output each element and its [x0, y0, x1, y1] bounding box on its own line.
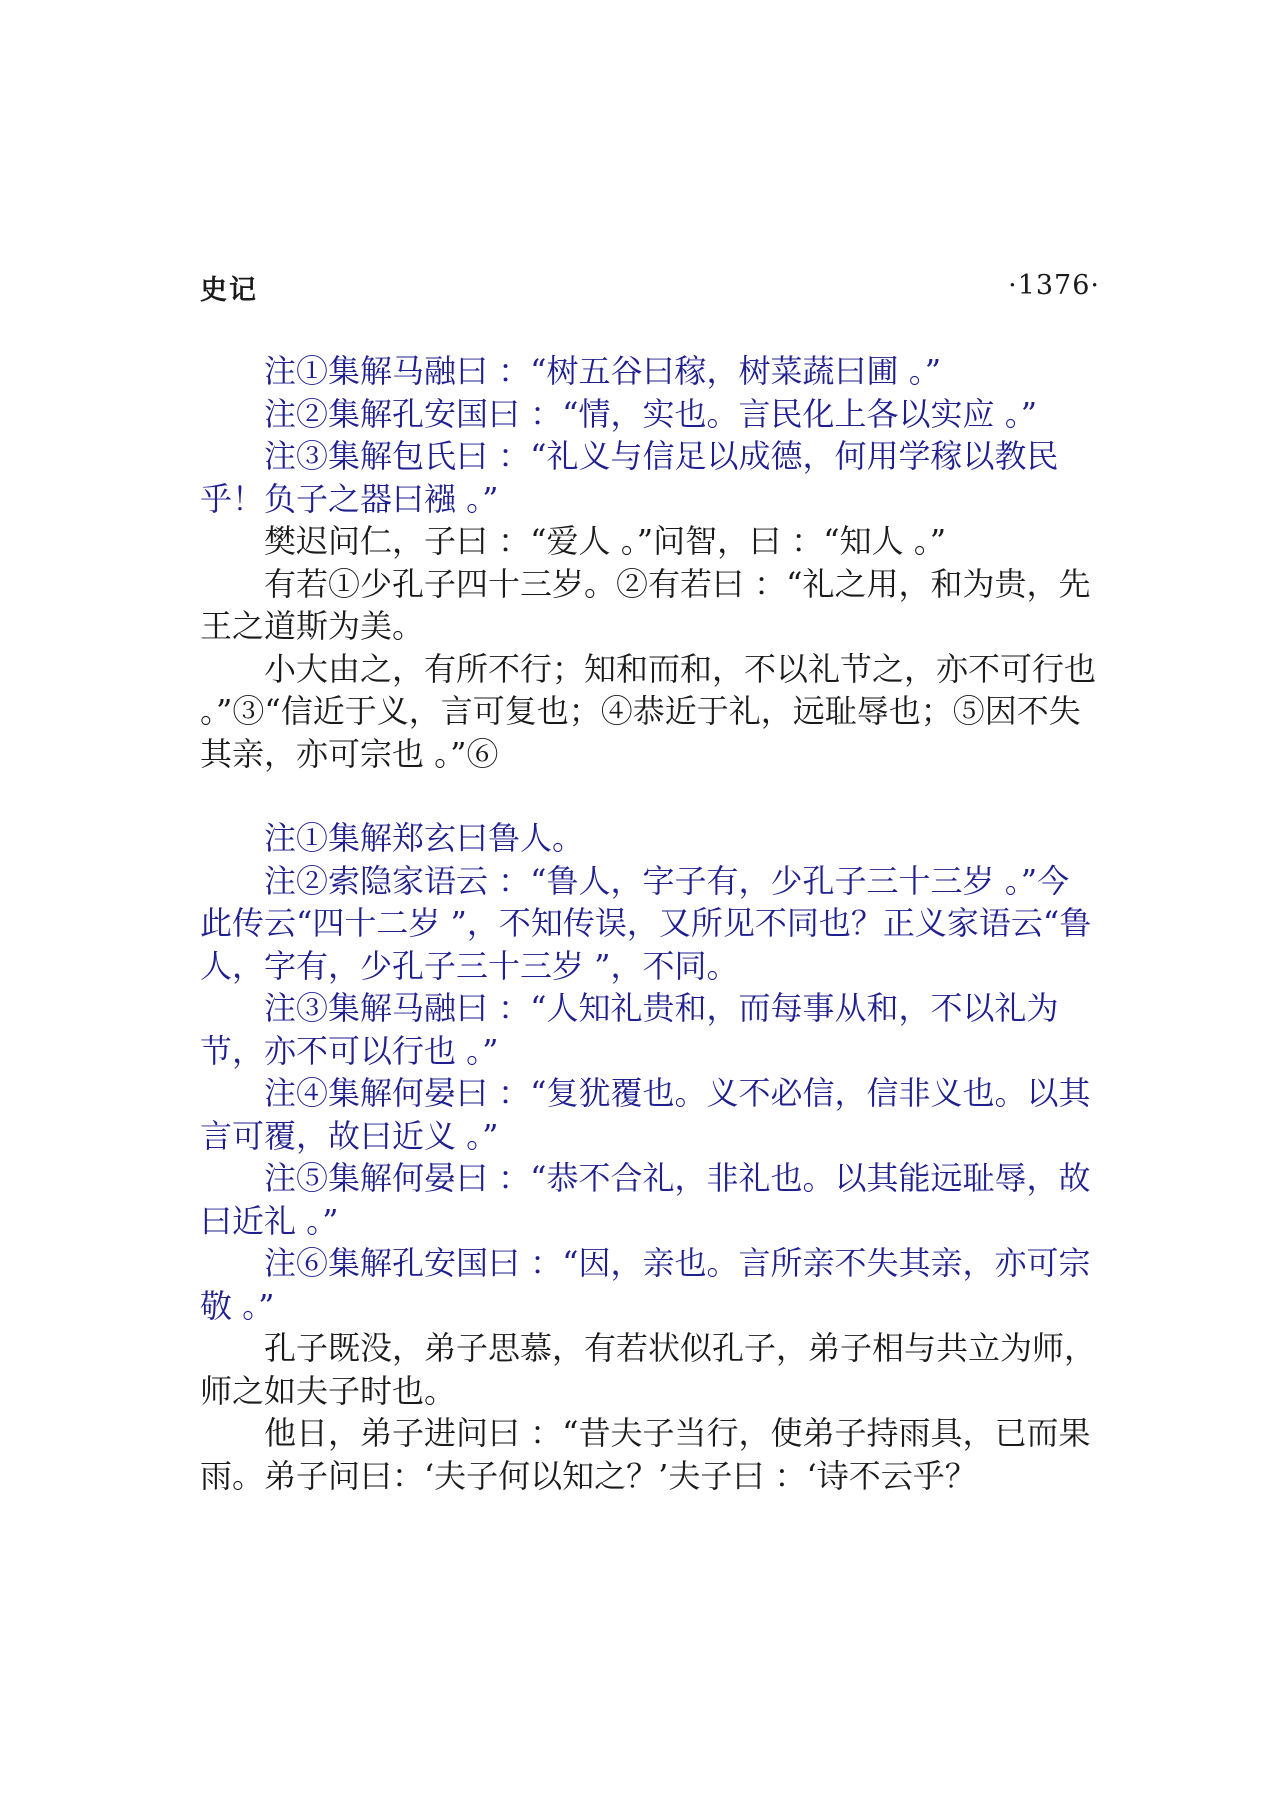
paragraph-gap	[200, 775, 1100, 817]
running-title: 史记	[200, 275, 258, 306]
text-paragraph: 他日，弟子进问曰 ：“昔夫子当行，使弟子持雨具，已而果雨。弟子问曰：‘夫子何以知之？’夫子曰 ：‘诗不云乎？	[200, 1414, 1091, 1495]
annotation-paragraph: 注⑥集解孔安国曰 ：“因，亲也。言所亲不失其亲，亦可宗敬 。”	[200, 1244, 1091, 1325]
annotation-paragraph: 注③集解包氏曰 ：“礼义与信足以成德，何用学稼以教民乎！负子之器曰襁 。”	[200, 437, 1059, 518]
page-number: ·1376·	[1008, 270, 1100, 301]
text-paragraph: 小大由之，有所不行；知和而和，不以礼节之，亦不可行也 。”③“信近于义，言可复也；④恭近于礼，远耻辱也；⑤因不失其亲，亦可宗也 。”⑥	[200, 649, 1097, 773]
annotation-paragraph: 注①集解郑玄曰鲁人。	[264, 819, 585, 857]
annotation-paragraph: 注③集解马融曰 ：“人知礼贵和，而每事从和，不以礼为节，亦不可以行也 。”	[200, 989, 1059, 1070]
text-paragraph: 孔子既没，弟子思慕，有若状似孔子，弟子相与共立为师，师之如夫子时也。	[200, 1329, 1097, 1410]
annotation-paragraph: 注④集解何晏曰 ：“复犹覆也。义不必信，信非义也。以其言可覆，故曰近义 。”	[200, 1074, 1091, 1155]
page-header	[200, 268, 1100, 312]
text-paragraph: 樊迟问仁，子曰 ：“爱人 。”问智，曰 ：“知人 。”	[264, 522, 947, 560]
annotation-paragraph: 注②集解孔安国曰 ：“情，实也。言民化上各以实应 。”	[264, 394, 1038, 433]
annotation-paragraph: 注⑤集解何晏曰 ：“恭不合礼，非礼也。以其能远耻辱，故曰近礼 。”	[200, 1159, 1091, 1240]
text-paragraph: 有若①少孔子四十三岁。②有若曰 ：“礼之用，和为贵，先王之道斯为美。	[200, 564, 1091, 645]
body-text	[200, 350, 1100, 1497]
annotation-paragraph: 注②索隐家语云 ：“鲁人，字子有，少孔子三十三岁 。”今此传云“四十二岁 ”，不知传误，又所见不同也？正义家语云“鲁人，字有，少孔子三十三岁 ”，不同。	[200, 861, 1092, 985]
annotation-paragraph: 注①集解马融曰 ：“树五谷曰稼，树菜蔬曰圃 。”	[264, 352, 942, 390]
